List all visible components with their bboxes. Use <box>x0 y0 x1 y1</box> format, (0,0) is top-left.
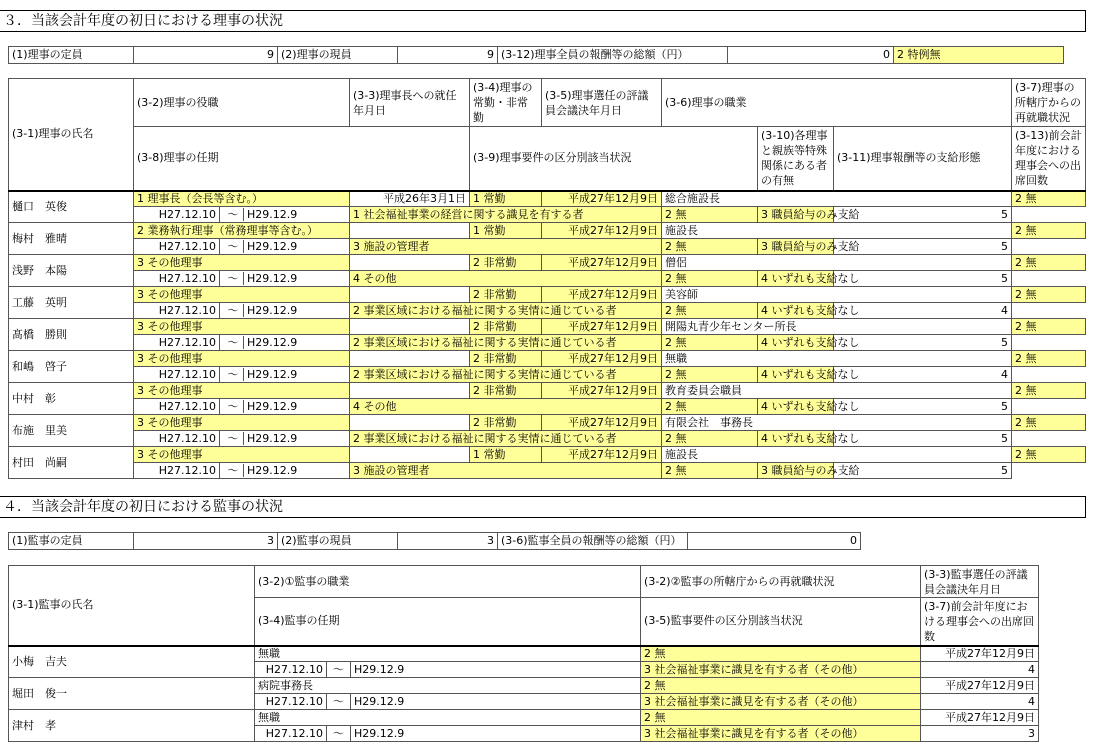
director-payment: 4 いずれも支給なし <box>758 335 834 351</box>
director-category: 4 その他 <box>350 399 662 415</box>
director-fulltime: 2 非常勤 <box>470 351 542 367</box>
auditor-table <box>8 565 1039 742</box>
director-summary <box>8 46 1064 64</box>
director-payment: 4 いずれも支給なし <box>758 431 834 447</box>
special-status: 2 特例無 <box>894 47 1064 64</box>
header-name: (3-1)監事の氏名 <box>9 566 255 646</box>
director-table <box>8 78 1086 479</box>
director-election: 平成27年12月9日 <box>542 447 662 463</box>
director-name: 布施 里美 <box>9 415 134 447</box>
director-attendance: 5 <box>834 431 1012 447</box>
header-appointed: (3-3)理事長への就任年月日 <box>350 79 470 127</box>
director-election: 平成27年12月9日 <box>542 319 662 335</box>
summary-label: (3-6)監事全員の報酬等の総額（円） <box>498 533 688 550</box>
summary-value: 3 <box>398 533 498 550</box>
summary-label: (1)理事の定員 <box>9 47 134 64</box>
auditor-name: 堀田 俊一 <box>9 678 255 710</box>
term-tilde: ～ <box>227 431 239 445</box>
director-row-detail <box>9 239 1086 255</box>
director-job: 無職 <box>662 351 1012 367</box>
auditor-election: 平成27年12月9日 <box>921 710 1039 726</box>
director-attendance: 4 <box>834 367 1012 383</box>
director-relative: 2 無 <box>662 367 758 383</box>
term-to: H29.12.9 <box>243 400 297 413</box>
term-to: H29.12.9 <box>243 432 297 445</box>
term-range <box>220 207 350 223</box>
director-reemploy: 2 無 <box>1012 319 1086 335</box>
director-role: 3 その他理事 <box>134 415 350 431</box>
term-range <box>220 239 350 255</box>
director-reemploy: 2 無 <box>1012 223 1086 239</box>
term-tilde: ～ <box>227 335 239 349</box>
director-row <box>9 447 1086 463</box>
summary-value: 0 <box>688 533 861 550</box>
term-from: H27.12.10 <box>134 335 220 351</box>
director-reemploy: 2 無 <box>1012 383 1086 399</box>
director-row <box>9 415 1086 431</box>
term-range <box>220 431 350 447</box>
term-from: H27.12.10 <box>255 694 327 710</box>
term-from: H27.12.10 <box>255 662 327 678</box>
auditor-row <box>9 646 1039 662</box>
term-from: H27.12.10 <box>255 726 327 742</box>
term-tilde: ～ <box>227 239 239 253</box>
auditor-row <box>9 678 1039 694</box>
director-payment: 4 いずれも支給なし <box>758 271 834 287</box>
auditor-attendance: 3 <box>921 726 1039 742</box>
auditor-category: 3 社会福祉事業に識見を有する者（その他） <box>641 662 921 678</box>
term-to: H29.12.9 <box>243 240 297 253</box>
director-election: 平成27年12月9日 <box>542 351 662 367</box>
director-role: 3 その他理事 <box>134 287 350 303</box>
director-name: 中村 彰 <box>9 383 134 415</box>
director-category: 3 施設の管理者 <box>350 463 662 479</box>
director-attendance: 5 <box>834 239 1012 255</box>
director-job: 開陽丸青少年センター所長 <box>662 319 1012 335</box>
summary-value: 9 <box>398 47 498 64</box>
header-category: (3-9)理事要件の区分別該当状況 <box>470 127 758 191</box>
summary-label: (1)監事の定員 <box>9 533 134 550</box>
term-range <box>220 303 350 319</box>
director-attendance: 5 <box>834 207 1012 223</box>
director-fulltime: 2 非常勤 <box>470 287 542 303</box>
header-job: (3-2)①監事の職業 <box>255 566 641 598</box>
header-reemploy: (3-2)②監事の所轄庁からの再就職状況 <box>641 566 921 598</box>
term-range <box>220 271 350 287</box>
summary-value: 9 <box>134 47 278 64</box>
term-to: H29.12.9 <box>243 368 297 381</box>
director-row-detail <box>9 463 1086 479</box>
director-relative: 2 無 <box>662 399 758 415</box>
director-payment: 4 いずれも支給なし <box>758 399 834 415</box>
director-fulltime: 2 非常勤 <box>470 319 542 335</box>
auditor-category: 3 社会福祉事業に識見を有する者（その他） <box>641 726 921 742</box>
header-name: (3-1)理事の氏名 <box>9 79 134 191</box>
auditor-attendance: 4 <box>921 662 1039 678</box>
director-election: 平成27年12月9日 <box>542 223 662 239</box>
director-row <box>9 255 1086 271</box>
director-payment: 3 職員給与のみ支給 <box>758 207 834 223</box>
summary-label: (2)理事の現員 <box>278 47 398 64</box>
term-from: H27.12.10 <box>134 239 220 255</box>
header-term: (3-4)監事の任期 <box>255 598 641 646</box>
director-appointed: 平成26年3月1日 <box>350 191 470 207</box>
director-name: 和嶋 啓子 <box>9 351 134 383</box>
director-election: 平成27年12月9日 <box>542 287 662 303</box>
director-appointed <box>350 223 470 239</box>
summary-value: 0 <box>728 47 894 64</box>
term-to: H29.12.9 <box>351 694 641 710</box>
director-name: 浅野 本陽 <box>9 255 134 287</box>
header-election: (3-3)監事選任の評議員会議決年月日 <box>921 566 1039 598</box>
director-role: 3 その他理事 <box>134 255 350 271</box>
director-fulltime: 1 常勤 <box>470 223 542 239</box>
director-election: 平成27年12月9日 <box>542 415 662 431</box>
section4-title: ４．当該会計年度の初日における監事の状況 <box>0 496 1086 518</box>
director-appointed <box>350 255 470 271</box>
director-appointed <box>350 351 470 367</box>
auditor-row <box>9 710 1039 726</box>
director-payment: 4 いずれも支給なし <box>758 303 834 319</box>
term-tilde: ～ <box>227 463 239 477</box>
director-category: 1 社会福祉事業の経営に関する識見を有する者 <box>350 207 662 223</box>
director-job: 教育委員会職員 <box>662 383 1012 399</box>
director-reemploy: 2 無 <box>1012 351 1086 367</box>
auditor-job: 無職 <box>255 710 641 726</box>
term-from: H27.12.10 <box>134 271 220 287</box>
director-appointed <box>350 319 470 335</box>
director-reemploy: 2 無 <box>1012 191 1086 207</box>
director-row-detail <box>9 335 1086 351</box>
director-job: 美容師 <box>662 287 1012 303</box>
director-relative: 2 無 <box>662 271 758 287</box>
director-job: 有限会社 事務長 <box>662 415 1012 431</box>
director-category: 2 事業区域における福祉に関する実情に通じている者 <box>350 303 662 319</box>
term-range <box>220 399 350 415</box>
director-relative: 2 無 <box>662 431 758 447</box>
term-to: H29.12.9 <box>243 304 297 317</box>
term-to: H29.12.9 <box>243 464 297 477</box>
term-range <box>220 463 350 479</box>
term-range <box>220 335 350 351</box>
term-from: H27.12.10 <box>134 431 220 447</box>
director-role: 3 その他理事 <box>134 447 350 463</box>
auditor-summary <box>8 532 861 550</box>
director-appointed <box>350 447 470 463</box>
director-reemploy: 2 無 <box>1012 255 1086 271</box>
header-attendance: (3-7)前会計年度における理事会への出席回数 <box>921 598 1039 646</box>
director-fulltime: 1 常勤 <box>470 447 542 463</box>
director-fulltime: 2 非常勤 <box>470 383 542 399</box>
director-row-detail <box>9 207 1086 223</box>
auditor-job: 無職 <box>255 646 641 662</box>
director-job: 僧侶 <box>662 255 1012 271</box>
term-to: H29.12.9 <box>351 662 641 678</box>
director-attendance: 5 <box>834 463 1012 479</box>
director-row <box>9 319 1086 335</box>
director-role: 2 業務執行理事（常務理事等含む。） <box>134 223 350 239</box>
auditor-name: 小梅 吉夫 <box>9 646 255 678</box>
term-tilde: ～ <box>227 207 239 221</box>
director-name: 梅村 雅晴 <box>9 223 134 255</box>
director-category: 4 その他 <box>350 271 662 287</box>
summary-value: 3 <box>134 533 278 550</box>
header-term: (3-8)理事の任期 <box>134 127 470 191</box>
term-tilde: ～ <box>327 694 351 710</box>
auditor-job: 病院事務長 <box>255 678 641 694</box>
director-row-detail <box>9 399 1086 415</box>
director-name: 村田 尚嗣 <box>9 447 134 479</box>
auditor-reemploy: 2 無 <box>641 710 921 726</box>
term-to: H29.12.9 <box>351 726 641 742</box>
director-row-detail <box>9 431 1086 447</box>
director-attendance: 4 <box>834 303 1012 319</box>
director-job: 施設長 <box>662 223 1012 239</box>
director-relative: 2 無 <box>662 207 758 223</box>
director-row <box>9 351 1086 367</box>
director-row-detail <box>9 303 1086 319</box>
director-reemploy: 2 無 <box>1012 287 1086 303</box>
director-job: 施設長 <box>662 447 1012 463</box>
director-category: 2 事業区域における福祉に関する実情に通じている者 <box>350 367 662 383</box>
director-attendance: 5 <box>834 271 1012 287</box>
term-range <box>220 367 350 383</box>
director-appointed <box>350 383 470 399</box>
director-row-detail <box>9 271 1086 287</box>
term-from: H27.12.10 <box>134 399 220 415</box>
term-to: H29.12.9 <box>243 336 297 349</box>
auditor-name: 津村 孝 <box>9 710 255 742</box>
header-election: (3-5)理事選任の評議員会議決年月日 <box>542 79 662 127</box>
auditor-reemploy: 2 無 <box>641 678 921 694</box>
director-category: 3 施設の管理者 <box>350 239 662 255</box>
director-attendance: 5 <box>834 335 1012 351</box>
director-role: 3 その他理事 <box>134 351 350 367</box>
term-from: H27.12.10 <box>134 367 220 383</box>
auditor-election: 平成27年12月9日 <box>921 646 1039 662</box>
director-payment: 3 職員給与のみ支給 <box>758 239 834 255</box>
director-election: 平成27年12月9日 <box>542 191 662 207</box>
header-category: (3-5)監事要件の区分別該当状況 <box>641 598 921 646</box>
director-payment: 4 いずれも支給なし <box>758 367 834 383</box>
header-job: (3-6)理事の職業 <box>662 79 1012 127</box>
auditor-election: 平成27年12月9日 <box>921 678 1039 694</box>
director-role: 3 その他理事 <box>134 319 350 335</box>
section3-title: ３．当該会計年度の初日における理事の状況 <box>0 10 1086 32</box>
director-row <box>9 383 1086 399</box>
director-role: 3 その他理事 <box>134 383 350 399</box>
auditor-attendance: 4 <box>921 694 1039 710</box>
director-name: 工藤 英明 <box>9 287 134 319</box>
term-tilde: ～ <box>327 726 351 742</box>
director-row-detail <box>9 367 1086 383</box>
term-tilde: ～ <box>327 662 351 678</box>
director-category: 2 事業区域における福祉に関する実情に通じている者 <box>350 335 662 351</box>
director-appointed <box>350 415 470 431</box>
term-tilde: ～ <box>227 399 239 413</box>
director-name: 髙橋 勝則 <box>9 319 134 351</box>
director-fulltime: 2 非常勤 <box>470 255 542 271</box>
header-relative: (3-10)各理事と親族等特殊関係にある者の有無 <box>758 127 834 191</box>
header-role: (3-2)理事の役職 <box>134 79 350 127</box>
director-attendance: 5 <box>834 399 1012 415</box>
term-tilde: ～ <box>227 271 239 285</box>
term-tilde: ～ <box>227 367 239 381</box>
auditor-reemploy: 2 無 <box>641 646 921 662</box>
director-payment: 3 職員給与のみ支給 <box>758 463 834 479</box>
auditor-category: 3 社会福祉事業に識見を有する者（その他） <box>641 694 921 710</box>
director-job: 総合施設長 <box>662 191 1012 207</box>
director-row <box>9 223 1086 239</box>
term-tilde: ～ <box>227 303 239 317</box>
director-election: 平成27年12月9日 <box>542 255 662 271</box>
director-relative: 2 無 <box>662 463 758 479</box>
director-relative: 2 無 <box>662 239 758 255</box>
director-row <box>9 287 1086 303</box>
header-fulltime: (3-4)理事の常勤・非常勤 <box>470 79 542 127</box>
director-relative: 2 無 <box>662 335 758 351</box>
term-from: H27.12.10 <box>134 207 220 223</box>
summary-label: (2)監事の現員 <box>278 533 398 550</box>
director-row <box>9 191 1086 207</box>
summary-label: (3-12)理事全員の報酬等の総額（円） <box>498 47 728 64</box>
director-fulltime: 2 非常勤 <box>470 415 542 431</box>
header-attendance: (3-13)前会計年度における理事会への出席回数 <box>1012 127 1086 191</box>
term-from: H27.12.10 <box>134 463 220 479</box>
term-from: H27.12.10 <box>134 303 220 319</box>
term-to: H29.12.9 <box>243 272 297 285</box>
director-relative: 2 無 <box>662 303 758 319</box>
header-payment: (3-11)理事報酬等の支給形態 <box>834 127 1012 191</box>
header-reemploy: (3-7)理事の所轄庁からの再就職状況 <box>1012 79 1086 127</box>
term-to: H29.12.9 <box>243 208 297 221</box>
director-appointed <box>350 287 470 303</box>
director-name: 樋口 英俊 <box>9 191 134 223</box>
director-role: 1 理事長（会長等含む。） <box>134 191 350 207</box>
director-election: 平成27年12月9日 <box>542 383 662 399</box>
director-category: 2 事業区域における福祉に関する実情に通じている者 <box>350 431 662 447</box>
director-fulltime: 1 常勤 <box>470 191 542 207</box>
director-reemploy: 2 無 <box>1012 447 1086 463</box>
director-reemploy: 2 無 <box>1012 415 1086 431</box>
